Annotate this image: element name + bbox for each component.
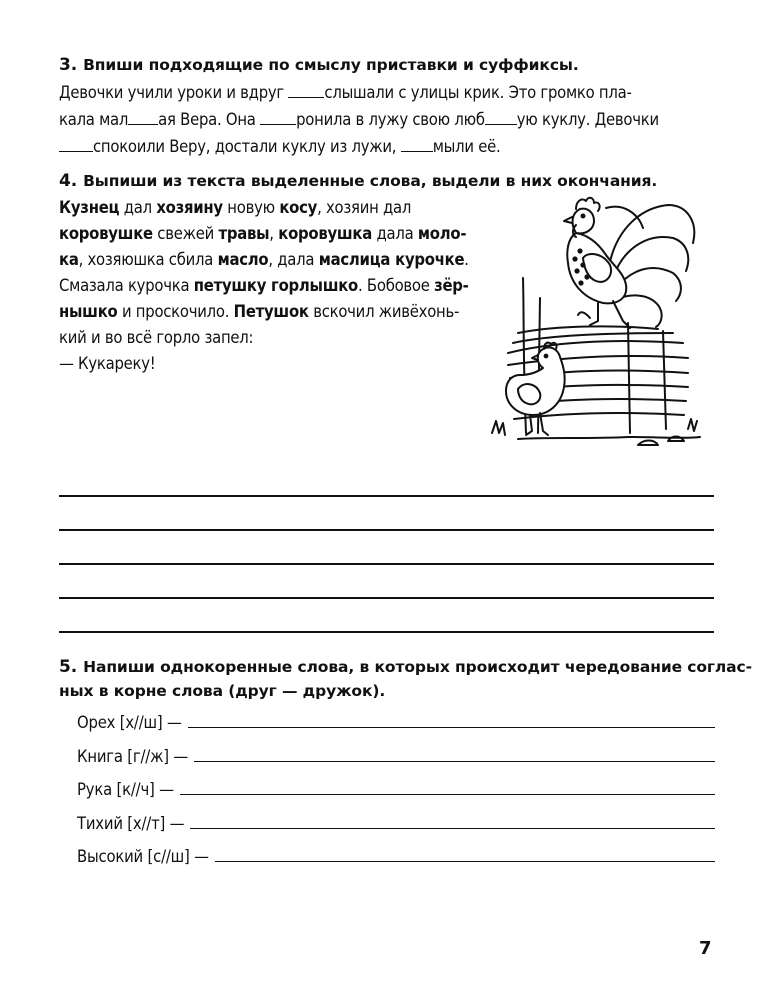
fill-blank[interactable] xyxy=(288,83,324,98)
word-row-label: Орех [х//ш] — xyxy=(77,713,182,732)
task-3-text xyxy=(59,79,714,160)
word-row xyxy=(77,812,715,833)
task-3-text-part: кала мал xyxy=(59,110,129,129)
task-3-text-part: Девочки учили уроки и вдруг xyxy=(59,83,289,102)
answer-line[interactable] xyxy=(59,529,714,531)
passage-text: кий и во всё горло запел: xyxy=(59,328,254,347)
task-3-text-part: мыли её. xyxy=(432,137,501,156)
task-4-title xyxy=(59,170,714,192)
passage-text: Смазала курочка xyxy=(59,276,194,295)
fill-blank[interactable] xyxy=(260,110,296,125)
word-answer-line[interactable] xyxy=(190,812,715,829)
rooster-icon xyxy=(488,193,703,450)
task-3-text-part: ую куклу. Девочки xyxy=(516,110,659,129)
passage-text: дал xyxy=(119,198,157,217)
passage-text: , хозяюшка сбила xyxy=(78,250,218,269)
word-answer-line[interactable] xyxy=(180,778,715,795)
word-row xyxy=(77,778,715,799)
passage-text: — Кукареку! xyxy=(59,354,156,373)
fill-blank[interactable] xyxy=(485,110,517,125)
word-row-label: Высокий [с//ш] — xyxy=(77,847,209,866)
highlighted-word: хозяину xyxy=(156,198,223,217)
passage-line xyxy=(59,350,465,376)
word-row xyxy=(77,745,715,766)
task-3-text-part: ая Вера. Она xyxy=(158,110,261,129)
answer-line[interactable] xyxy=(59,563,714,565)
task-3-text-part: слышали с улицы крик. Это громко пла- xyxy=(324,83,632,102)
passage-line xyxy=(59,298,465,324)
highlighted-word: маслица курочке xyxy=(318,250,465,269)
task-3-text-part: спокоили Веру, достали куклу из лужи, xyxy=(93,137,401,156)
highlighted-word: коровушке xyxy=(59,224,153,243)
task-3-text-part: ронила в лужу свою люб xyxy=(296,110,485,129)
passage-text: . xyxy=(464,250,469,269)
answer-line[interactable] xyxy=(59,495,714,497)
passage-text: , xyxy=(269,224,279,243)
highlighted-word: косу xyxy=(279,198,318,217)
passage-text: , дала xyxy=(268,250,319,269)
task-4-number: 4. xyxy=(59,171,78,191)
passage-line xyxy=(59,194,465,220)
task-3-title-text: Впиши подходящие по смыслу приставки и суффиксы. xyxy=(83,56,579,74)
highlighted-word: зёр- xyxy=(434,276,469,295)
answer-line[interactable] xyxy=(59,631,714,633)
task-3-title xyxy=(59,54,714,76)
passage-line xyxy=(59,246,469,272)
highlighted-word: коровушка xyxy=(278,224,373,243)
fill-blank[interactable] xyxy=(401,137,433,152)
rooster-and-hen-illustration xyxy=(488,193,703,450)
word-answer-line[interactable] xyxy=(215,845,715,862)
word-row-label: Книга [г//ж] — xyxy=(77,747,189,766)
highlighted-word: ка xyxy=(59,250,79,269)
passage-text: дала xyxy=(372,224,418,243)
page-number: 7 xyxy=(699,938,712,959)
passage-line xyxy=(59,272,469,298)
fill-blank[interactable] xyxy=(59,137,93,152)
word-row xyxy=(77,845,715,866)
task-5-title xyxy=(59,655,752,703)
task-3-number: 3. xyxy=(59,55,78,75)
task-5-title-line: Напиши однокоренные слова, в которых происходит чередование соглас- xyxy=(83,658,752,676)
highlighted-word: Кузнец xyxy=(59,198,120,217)
word-row xyxy=(77,711,715,732)
task-3 xyxy=(59,54,714,160)
task-5-number: 5. xyxy=(59,657,78,677)
word-answer-line[interactable] xyxy=(194,745,715,762)
answer-line[interactable] xyxy=(59,597,714,599)
highlighted-word: нышко xyxy=(59,302,118,321)
answer-lines xyxy=(59,495,714,665)
highlighted-word: травы xyxy=(218,224,270,243)
word-row-label: Рука [к//ч] — xyxy=(77,780,174,799)
passage-text: и проскочило. xyxy=(117,302,234,321)
task-5 xyxy=(59,655,752,703)
highlighted-word: моло- xyxy=(417,224,467,243)
passage-text: . Бобовое xyxy=(358,276,435,295)
highlighted-word: петушку горлышко xyxy=(193,276,358,295)
highlighted-word: Петушок xyxy=(233,302,309,321)
task-4 xyxy=(59,170,714,373)
passage-text: вскочил живёхонь- xyxy=(308,302,460,321)
passage-line xyxy=(59,220,465,246)
passage-text: свежей xyxy=(152,224,219,243)
passage-text: новую xyxy=(222,198,280,217)
highlighted-word: масло xyxy=(217,250,269,269)
word-row-label: Тихий [х//т] — xyxy=(77,814,185,833)
task-4-passage xyxy=(59,194,469,376)
passage-text: , хозяин дал xyxy=(317,198,412,217)
task-5-title-line: ных в корне слова (друг — дружок). xyxy=(59,682,386,700)
word-answer-line[interactable] xyxy=(188,711,715,728)
fill-blank[interactable] xyxy=(128,110,158,125)
task-4-title-text: Выпиши из текста выделенные слова, выдели в них окончания. xyxy=(83,172,658,190)
passage-line xyxy=(59,324,465,350)
